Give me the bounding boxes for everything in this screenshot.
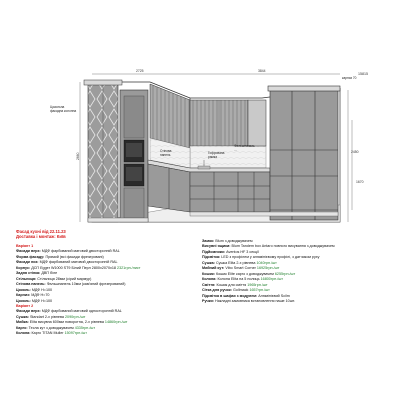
sheet-id: 15815 [358, 72, 368, 76]
spec-label: Підсвітка в шафах з модулем: [202, 293, 259, 298]
spec-label: Висувні ящики: [202, 244, 232, 249]
spec-label: Кошик: [202, 271, 216, 276]
spec-label: Стінова панель: [16, 282, 47, 287]
ceiling-note: карниз 70 [342, 76, 357, 80]
spec-price: 16800грн./шт [260, 277, 283, 282]
spec-value: Алюмінієвий Scilm [258, 293, 290, 298]
spec-price: 6255грн./шт [274, 271, 296, 276]
spec-label: Цоколь: [16, 287, 32, 292]
spec-value: LED з профілем у алюмінієвому профілі, з датчиком руху [221, 255, 320, 260]
spec-label: Мийний кут: [202, 266, 226, 271]
spec-right-column [202, 239, 387, 304]
spec-price: 1657грн./шт [249, 288, 270, 293]
plinth-right [190, 212, 338, 216]
spec-label: Форма фасаду: [16, 254, 46, 259]
spec-value: Aventos HF 3 секції [226, 249, 259, 254]
spec-value: Standart 2-х рівнева [29, 314, 65, 319]
spec-price: 1965грн./шт [247, 282, 268, 287]
spec-value: ДВП біле [41, 271, 58, 276]
panel-note: Фальшпанель ... [234, 144, 255, 152]
order-date: Фасад кухні від 22.11.23 [16, 229, 66, 234]
dimension-width-left: 2725 [136, 69, 144, 73]
spec-label: Ручки: [202, 298, 216, 303]
dimension-height-left: 2660 [76, 152, 80, 160]
dimension-height-right: 2450 [351, 150, 359, 154]
spec-value: Фальшпанель 10мм (кам'яний фрезерований) [46, 282, 126, 287]
tall-cabinets-right [268, 86, 340, 220]
tall-oven-column [120, 90, 148, 222]
spec-price: 2321грн./лист [117, 265, 141, 270]
spec-value: Vibo Smart Corner [225, 266, 257, 271]
spec-label: Фасади верх: [16, 249, 42, 254]
order-header [16, 229, 66, 239]
spec-left-column [16, 244, 200, 337]
spec-label: Цоколь: [16, 298, 32, 303]
spec-label: Колона: [202, 277, 218, 282]
spec-label: Задня стінка: [16, 271, 42, 276]
spec-price: 1040грн./шт [256, 260, 277, 265]
spec-value: МДФ фарбований матовий двосторонній RAL [39, 260, 118, 265]
spec-value: Стільниця 28мм (сірий мармур) [37, 276, 92, 281]
spec-label: Фасади верх: [16, 309, 42, 314]
hood-wall-unit [248, 100, 266, 146]
spec-value: Тесла кут з доводжувачем [28, 325, 75, 330]
wall-panel-note: Стінова панель [160, 149, 172, 157]
spec-value: МДФ фарбований матовий односторонній RAL [41, 309, 122, 314]
spec-label: Стільниця: [16, 276, 38, 281]
spec-price: 14860грн./шт [104, 320, 128, 325]
spec-label: Сушка: [16, 314, 30, 319]
spec-value: МДФ Н=100 [31, 287, 53, 292]
tall-column-left [84, 80, 122, 222]
spec-label: Карниз: [16, 293, 32, 298]
spec-label: Фасади низ: [16, 260, 40, 265]
spec-label: Карго: [16, 325, 29, 330]
spec-value: Колона Elita на 5 полиць [217, 277, 261, 282]
spec-label: Замок: [202, 239, 216, 243]
spec-label: Підйомники: [202, 249, 227, 254]
variant-heading: Варіант 1 [16, 244, 34, 248]
spec-label: Мийка: [16, 320, 30, 325]
variant-heading: Варіант 2 [16, 303, 34, 308]
spec-value: Сушка Elita 2-х рівнева [215, 260, 257, 265]
spec-label: Сушка: [202, 260, 216, 265]
spec-label: Підсвітка: [202, 255, 222, 260]
spec-price: 2090грн./шт [64, 314, 86, 319]
dimension-width-right: 3844 [258, 69, 266, 73]
sink [198, 166, 210, 169]
spec-price: 4335грн./шт [74, 325, 96, 330]
spec-value: МДФ Н=70 [31, 293, 50, 298]
corner-wall-units [150, 84, 248, 148]
spec-label: Корпус: [16, 265, 32, 270]
spec-label: Колона: [16, 331, 32, 336]
plinth-left [88, 218, 148, 222]
dimension-height-inner: 1670 [356, 180, 364, 184]
right_spec-row [202, 299, 387, 304]
spec-value: Кошик для сміття [216, 282, 248, 287]
spec-value: Накладні замовника встановлення наше 10шт. [215, 298, 295, 303]
spec-value: Карго TITAN Muller [31, 331, 65, 336]
spec-value: ДСП Egger W1000 ST9 Білий Перл 2800x2070x18 [31, 265, 118, 270]
cornice-note: Цокольна фасадна колонна [50, 105, 77, 113]
spec-value: Blum Tandem box Antaro повного висування з доводжувачем [231, 244, 335, 249]
spec-label: Сітка для ручок: [202, 288, 234, 293]
spec-value: Кошик Elite карго з доводжувачем [215, 271, 275, 276]
spec-value: Elita висувна 600мм поворотна, 2-х рівнева [29, 320, 105, 325]
spec-value: Прямий (всі фасади фрезеровані) [45, 254, 104, 259]
left_spec-row [16, 331, 200, 336]
spec-value: МДФ фарбований матовий двосторонній RAL [41, 249, 120, 254]
spec-value: Blum з доводжувачем [215, 239, 253, 243]
spec-price: 15097грн./шт [64, 331, 87, 336]
hood-note: Гофрована рамка [208, 151, 225, 159]
spec-value: МДФ Н=100 [31, 298, 53, 303]
spec-value: Gollmack [233, 288, 250, 293]
order-delivery: Доставка і монтаж: Київ [16, 234, 66, 240]
spec-price: 16925грн./шт [256, 266, 280, 271]
spec-label: Сміття: [202, 282, 217, 287]
